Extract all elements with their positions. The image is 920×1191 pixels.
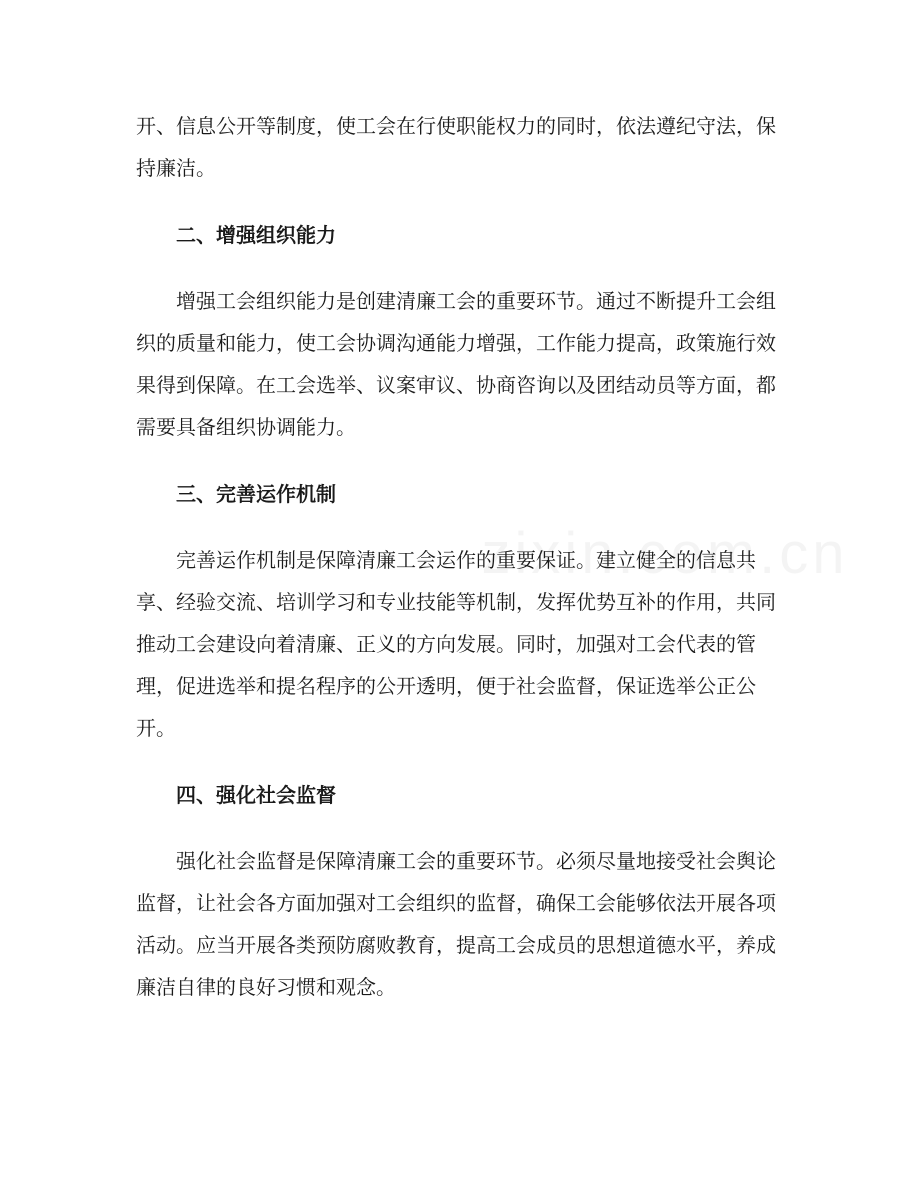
section-heading-4: 四、强化社会监督 [176,783,336,807]
section-heading-2: 二、增强组织能力 [176,223,336,247]
intro-paragraph: 开、信息公开等制度，使工会在行使职能权力的同时，依法遵纪守法，保持廉洁。 [136,114,776,180]
section-body-2: 增强工会组织能力是创建清廉工会的重要环节。通过不断提升工会组织的质量和能力，使工会协调沟通能力增强，工作能力提高，政策施行效果得到保障。在工会选举、议案审议、协商咨询以及团结动员等方面，都需要具备组织协调能力。 [136,289,776,439]
section-body-4: 强化社会监督是保障清廉工会的重要环节。必须尽量地接受社会舆论监督，让社会各方面加强对工会组织的监督，确保工会能够依法开展各项活动。应当开展各类预防腐败教育，提高工会成员的思想道德水平，养成廉洁自律的良好习惯和观念。 [136,849,776,999]
document-body [136,105,776,1033]
section-body-3: 完善运作机制是保障清廉工会运作的重要保证。建立健全的信息共享、经验交流、培训学习和专业技能等机制，发挥优势互补的作用，共同推动工会建设向着清廉、正义的方向发展。同时，加强对工会代表的管理，促进选举和提名程序的公开透明，便于社会监督，保证选举公正公开。 [136,548,776,740]
section-heading-3: 三、完善运作机制 [176,482,336,506]
